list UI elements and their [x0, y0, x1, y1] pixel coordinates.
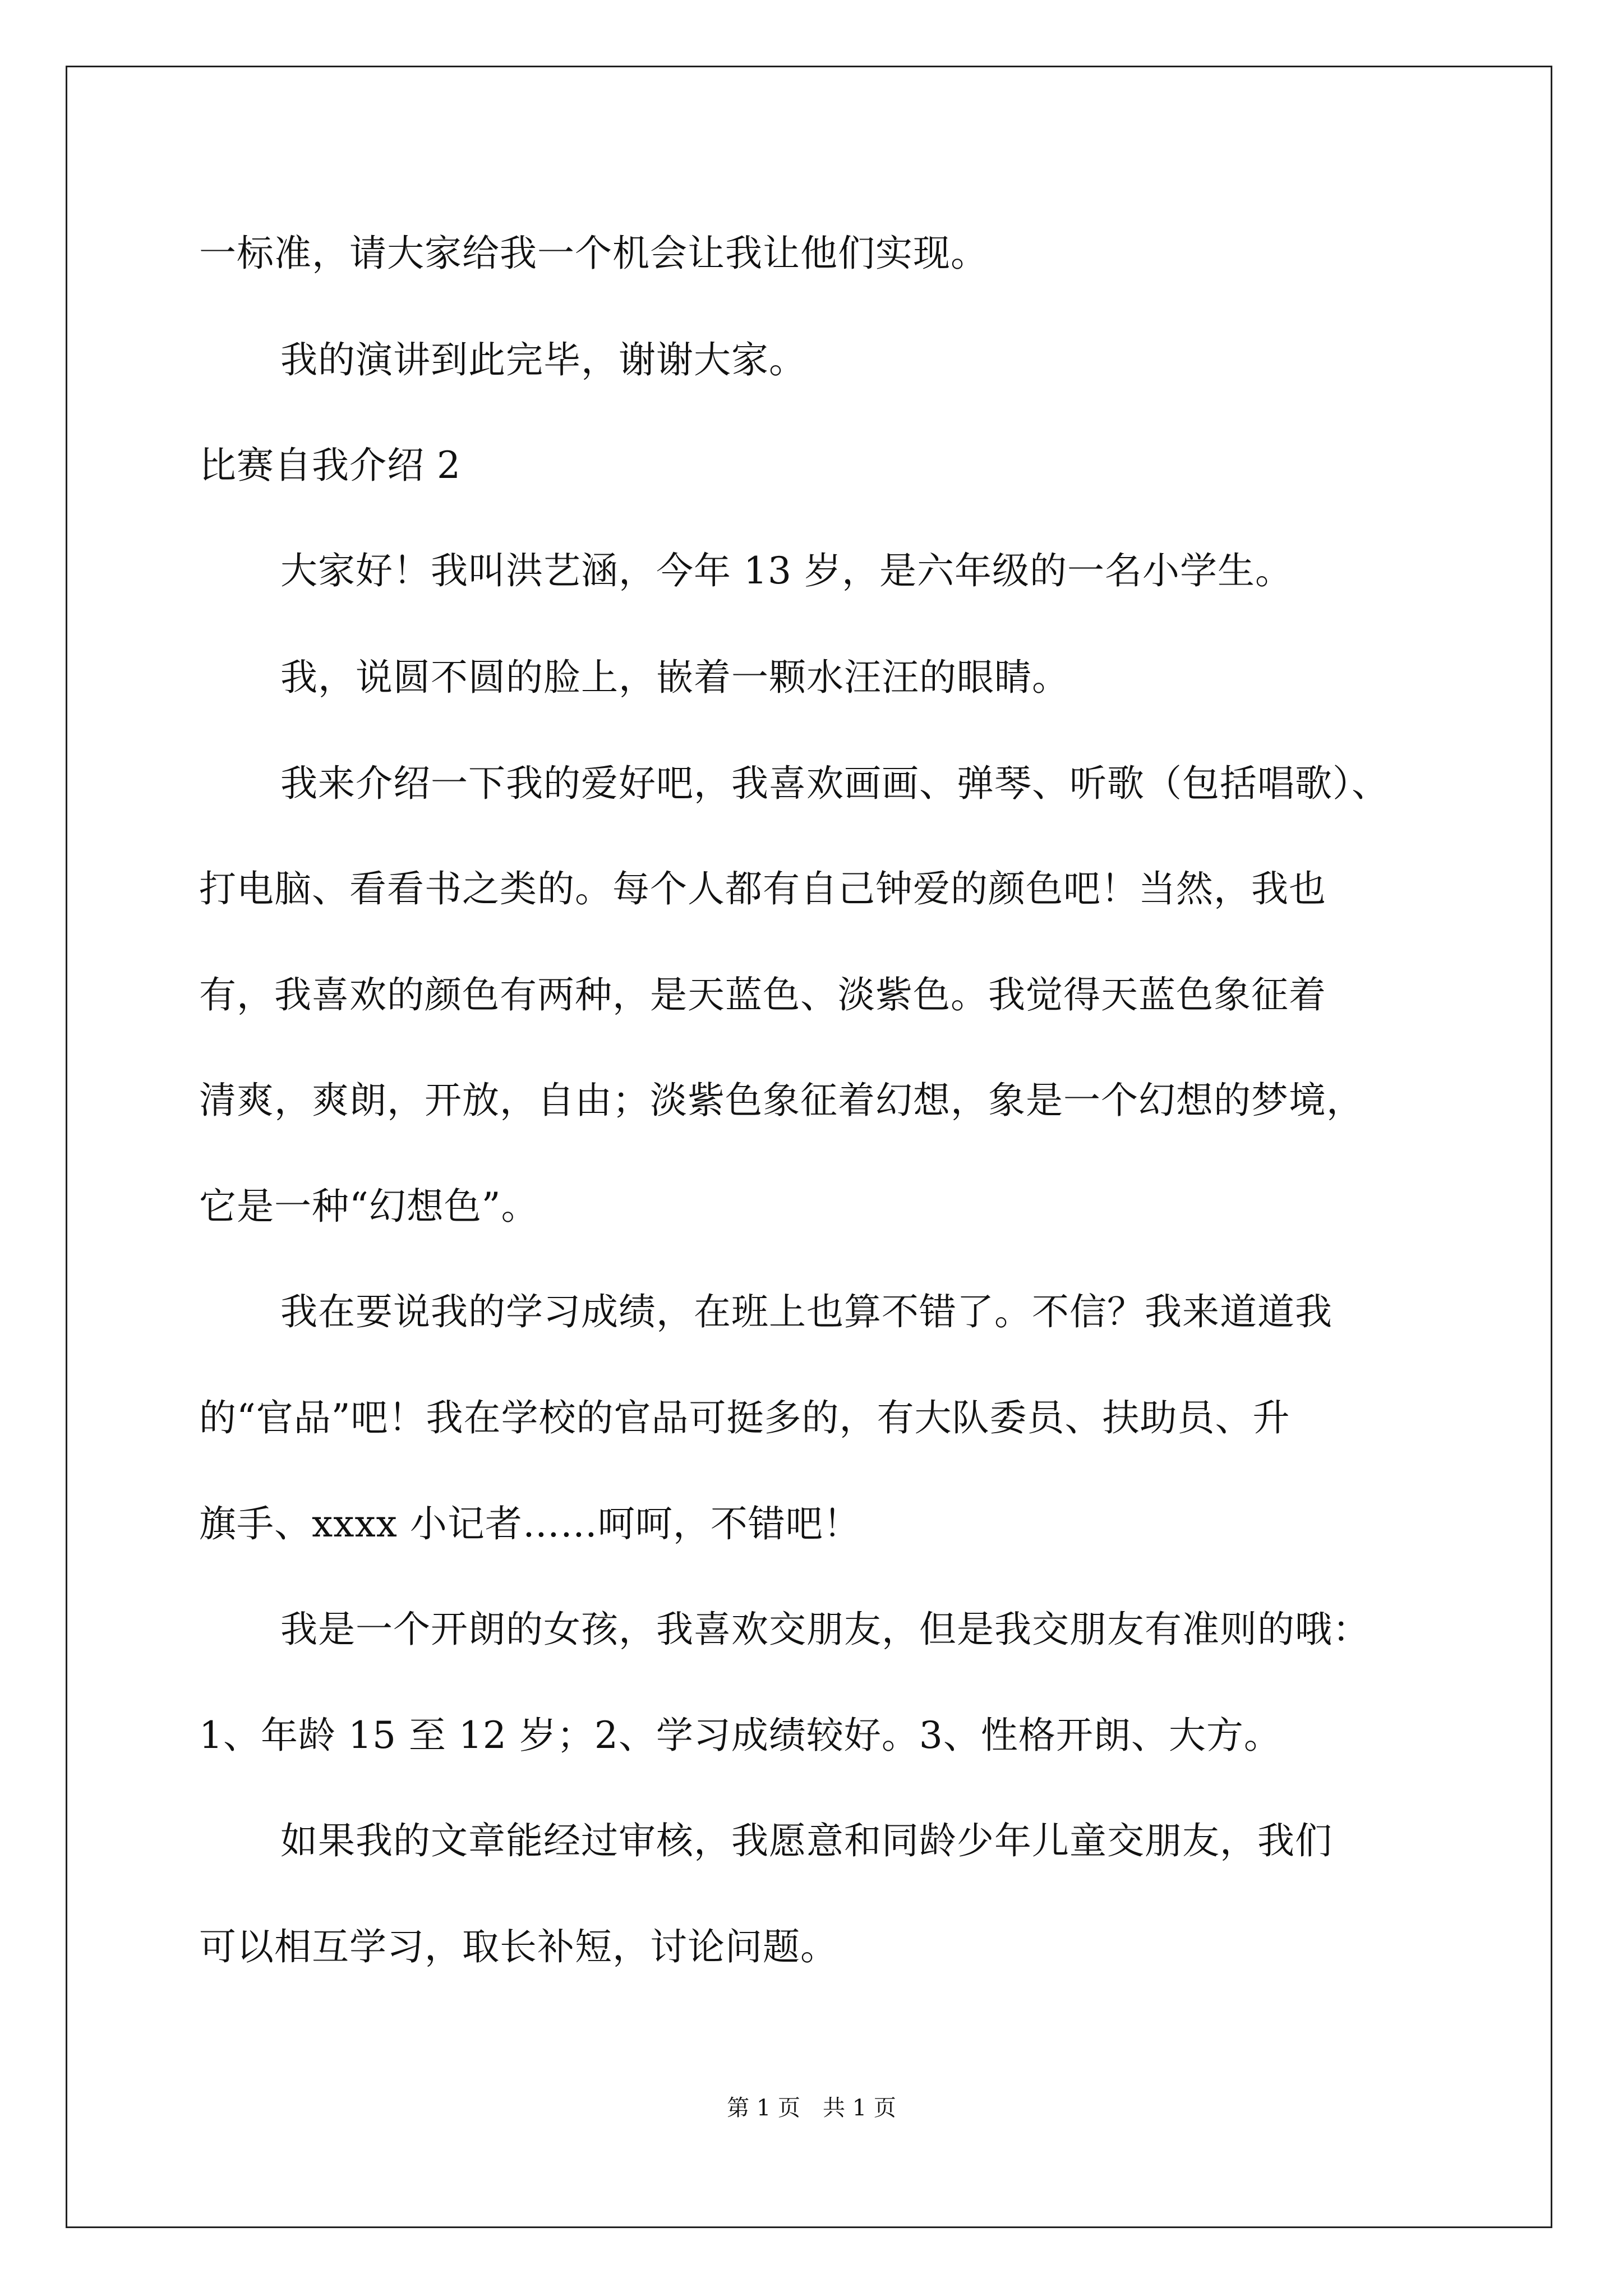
text-line: 大家好！我叫洪艺涵，今年 13 岁，是六年级的一名小学生。 — [280, 549, 1293, 592]
text-line: 一标准，请大家给我一个机会让我让他们实现。 — [199, 232, 988, 275]
text-line: 旗手、xxxx 小记者……呵呵，不错吧！ — [199, 1502, 861, 1545]
section-heading: 比赛自我介绍 2 — [199, 444, 461, 487]
text-line: 可以相互学习，取长补短，讨论问题。 — [199, 1925, 838, 1968]
text-line: 有，我喜欢的颜色有两种，是天蓝色、淡紫色。我觉得天蓝色象征着 — [199, 973, 1326, 1016]
text-line: 如果我的文章能经过审核，我愿意和同龄少年儿童交朋友，我们 — [280, 1819, 1332, 1862]
text-line: 打电脑、看看书之类的。每个人都有自己钟爱的颜色吧！当然，我也 — [199, 867, 1326, 910]
text-line: 我是一个开朗的女孩，我喜欢交朋友，但是我交朋友有准则的哦： — [280, 1608, 1370, 1651]
text-line: 我，说圆不圆的脸上，嵌着一颗水汪汪的眼睛。 — [280, 656, 1069, 699]
page-border — [66, 66, 1552, 2228]
text-line: 清爽，爽朗，开放，自由；淡紫色象征着幻想，象是一个幻想的梦境， — [199, 1079, 1364, 1122]
text-line: 我来介绍一下我的爱好吧，我喜欢画画、弹琴、听歌（包括唱歌）、 — [280, 762, 1389, 805]
text-line: 1、年龄 15 至 12 岁；2、学习成绩较好。3、性格开朗、大方。 — [199, 1714, 1281, 1757]
text-line: 我在要说我的学习成绩，在班上也算不错了。不信？我来道道我 — [280, 1290, 1332, 1333]
text-line: 我的演讲到此完毕，谢谢大家。 — [280, 338, 806, 381]
text-line: 的“官品”吧！我在学校的官品可挺多的，有大队委员、扶助员、升 — [199, 1396, 1290, 1439]
text-line: 它是一种“幻想色”。 — [199, 1185, 539, 1228]
page-number-footer: 第 1 页 共 1 页 — [727, 2095, 896, 2121]
